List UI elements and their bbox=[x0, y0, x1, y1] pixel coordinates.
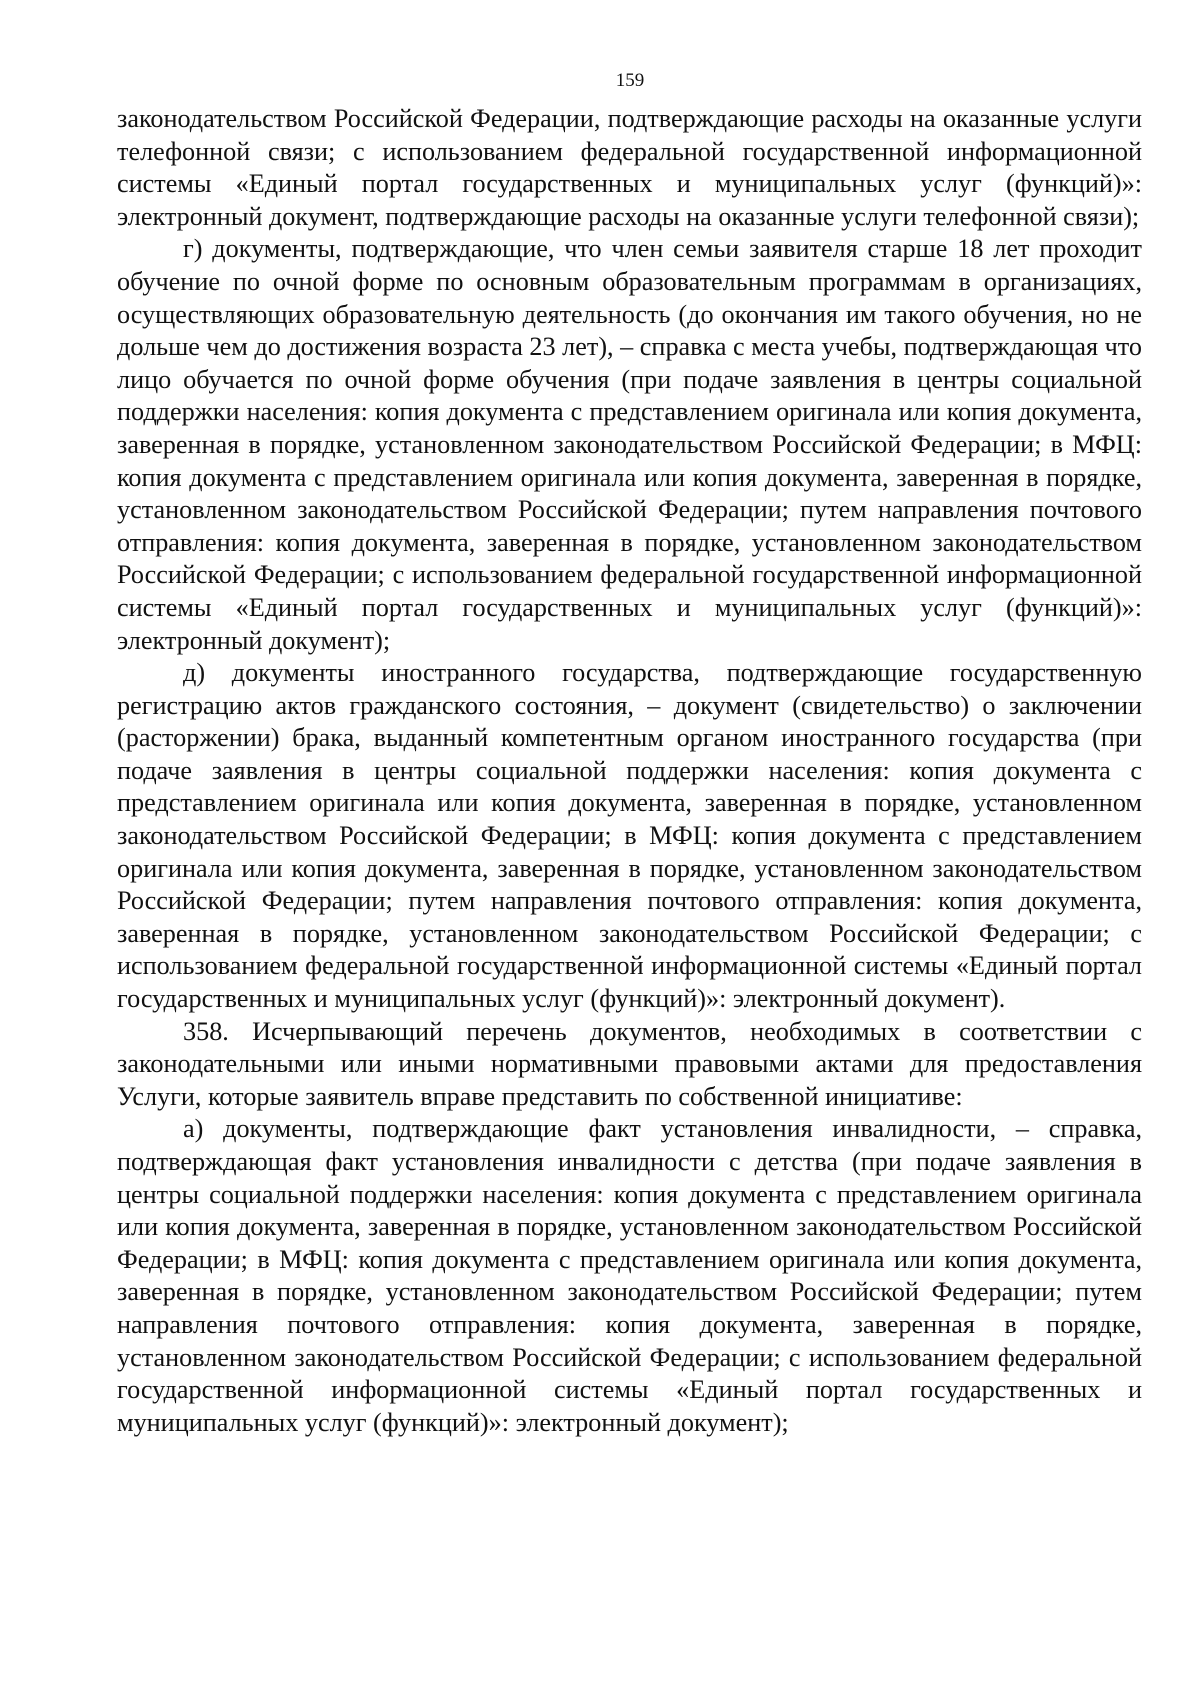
page-number: 159 bbox=[615, 70, 645, 91]
paragraph-item-d: д) документы иностранного государства, подтверждающие государственную регистрацию актов гражданского состояния, – документ (свидетельство) о заключении (расторжении) брака, выданный компетентным органом иностранного государства (при подаче заявления в центры социальной поддержки населения: копия документа с представлением оригинала или копия документа, заверенная в порядке, установленном законодательством Российской Федерации; в МФЦ: копия документа с представлением оригинала или копия документа, заверенная в порядке, установленном законодательством Российской Федерации; путем направления почтового отправления: копия документа, заверенная в порядке, установленном законодательством Российской Федерации; с использованием федеральной государственной информационной системы «Единый портал государственных и муниципальных услуг (функций)»: электронный документ). bbox=[117, 658, 1142, 1014]
paragraph-continuation: законодательством Российской Федерации, подтверждающие расходы на оказанные услуги телефонной связи; с использованием федеральной государственной информационной системы «Единый портал государственных и муниципальных услуг (функций)»: электронный документ, подтверждающие расходы на оказанные услуги телефонной связи); bbox=[117, 104, 1142, 231]
paragraph-item-g: г) документы, подтверждающие, что член семьи заявителя старше 18 лет проходит обучение по очной форме по основным образовательным программам в организациях, осуществляющих образовательную деятельность (до окончания им такого обучения, но не дольше чем до достижения возраста 23 лет), – справка с места учебы, подтверждающая что лицо обучается по очной форме обучения (при подаче заявления в центры социальной поддержки населения: копия документа с представлением оригинала или копия документа, заверенная в порядке, установленном законодательством Российской Федерации; в МФЦ: копия документа с представлением оригинала или копия документа, заверенная в порядке, установленном законодательством Российской Федерации; путем направления почтового отправления: копия документа, заверенная в порядке, установленном законодательством Российской Федерации; с использованием федеральной государственной информационной системы «Единый портал государственных и муниципальных услуг (функций)»: электронный документ); bbox=[117, 234, 1142, 655]
paragraph-item-a: а) документы, подтверждающие факт установления инвалидности, – справка, подтверждающая факт установления инвалидности с детства (при подаче заявления в центры социальной поддержки населения: копия документа с представлением оригинала или копия документа, заверенная в порядке, установленном законодательством Российской Федерации; в МФЦ: копия документа с представлением оригинала или копия документа, заверенная в порядке, установленном законодательством Российской Федерации; путем направления почтового отправления: копия документа, заверенная в порядке, установленном законодательством Российской Федерации; с использованием федеральной государственной информационной системы «Единый портал государственных и муниципальных услуг (функций)»: электронный документ); bbox=[117, 1114, 1142, 1437]
paragraph-clause-358: 358. Исчерпывающий перечень документов, необходимых в соответствии с законодательными или иными нормативными правовыми актами для предоставления Услуги, которые заявитель вправе представить по собственной инициативе: bbox=[117, 1016, 1142, 1111]
document-body bbox=[117, 103, 1142, 1439]
